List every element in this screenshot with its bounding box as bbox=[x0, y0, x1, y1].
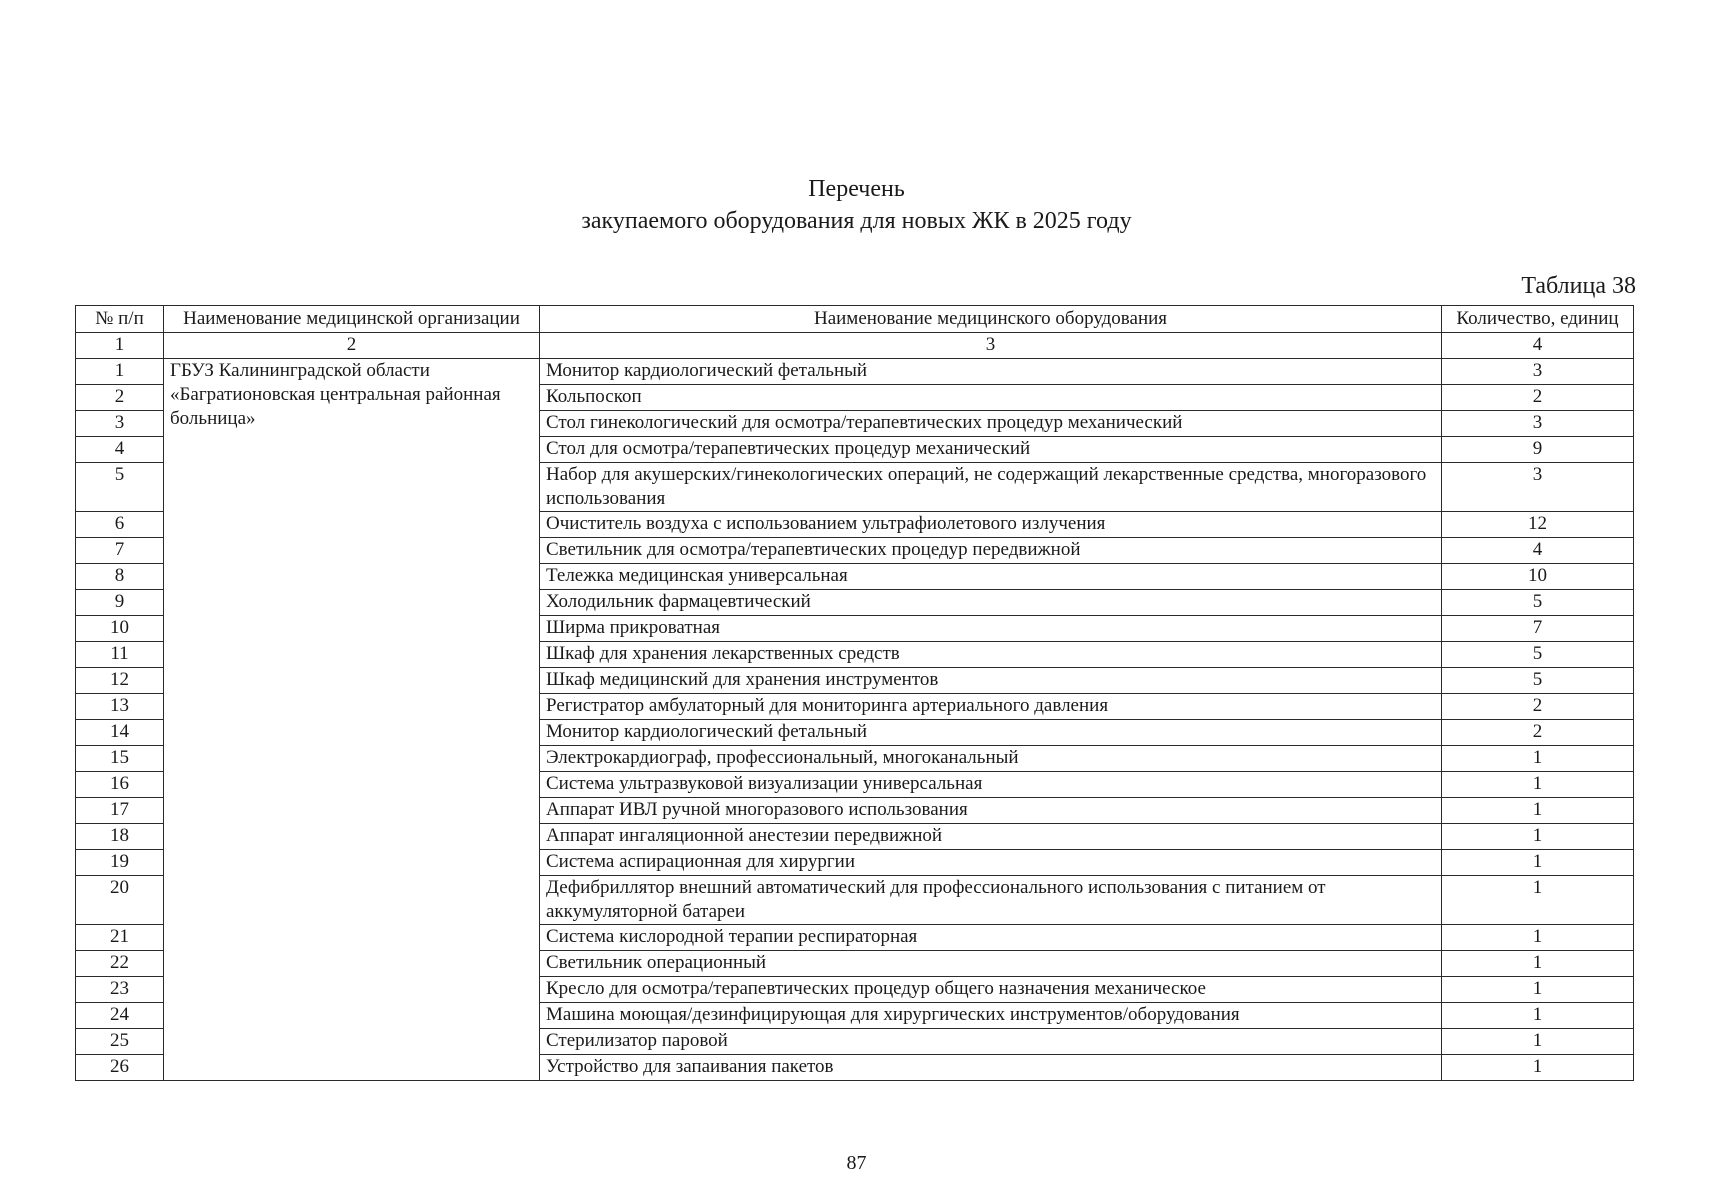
equipment-quantity: 1 bbox=[1442, 1029, 1634, 1055]
row-number: 15 bbox=[76, 746, 164, 772]
column-number-row bbox=[76, 333, 1634, 359]
table-caption: Таблица 38 bbox=[1521, 273, 1636, 299]
row-number: 24 bbox=[76, 1003, 164, 1029]
equipment-quantity: 1 bbox=[1442, 876, 1634, 925]
equipment-name: Шкаф для хранения лекарственных средств bbox=[540, 642, 1442, 668]
row-number: 12 bbox=[76, 668, 164, 694]
equipment-name: Устройство для запаивания пакетов bbox=[540, 1055, 1442, 1081]
row-number: 19 bbox=[76, 850, 164, 876]
row-number: 13 bbox=[76, 694, 164, 720]
equipment-quantity: 1 bbox=[1442, 798, 1634, 824]
equipment-name: Очиститель воздуха с использованием ультрафиолетового излучения bbox=[540, 512, 1442, 538]
header-row bbox=[76, 306, 1634, 333]
column-number: 1 bbox=[76, 333, 164, 359]
table-body bbox=[76, 333, 1634, 1081]
equipment-name: Электрокардиограф, профессиональный, многоканальный bbox=[540, 746, 1442, 772]
row-number: 6 bbox=[76, 512, 164, 538]
row-number: 7 bbox=[76, 538, 164, 564]
page-number: 87 bbox=[846, 1152, 867, 1174]
equipment-name: Набор для акушерских/гинекологических операций, не содержащий лекарственные средства, многоразового использования bbox=[540, 463, 1442, 512]
row-number: 20 bbox=[76, 876, 164, 925]
equipment-name: Ширма прикроватная bbox=[540, 616, 1442, 642]
equipment-name: Шкаф медицинский для хранения инструментов bbox=[540, 668, 1442, 694]
equipment-name: Регистратор амбулаторный для мониторинга артериального давления bbox=[540, 694, 1442, 720]
row-number: 3 bbox=[76, 411, 164, 437]
title-line-1: Перечень bbox=[808, 176, 905, 202]
equipment-quantity: 4 bbox=[1442, 538, 1634, 564]
equipment-quantity: 1 bbox=[1442, 1003, 1634, 1029]
equipment-name: Кольпоскоп bbox=[540, 385, 1442, 411]
equipment-quantity: 5 bbox=[1442, 590, 1634, 616]
row-number: 11 bbox=[76, 642, 164, 668]
row-number: 18 bbox=[76, 824, 164, 850]
equipment-name: Машина моющая/дезинфицирующая для хирургических инструментов/оборудования bbox=[540, 1003, 1442, 1029]
equipment-quantity: 1 bbox=[1442, 925, 1634, 951]
equipment-quantity: 2 bbox=[1442, 720, 1634, 746]
equipment-name: Кресло для осмотра/терапевтических процедур общего назначения механическое bbox=[540, 977, 1442, 1003]
equipment-name: Светильник операционный bbox=[540, 951, 1442, 977]
equipment-name: Монитор кардиологический фетальный bbox=[540, 359, 1442, 385]
equipment-quantity: 1 bbox=[1442, 824, 1634, 850]
equipment-quantity: 3 bbox=[1442, 359, 1634, 385]
row-number: 4 bbox=[76, 437, 164, 463]
row-number: 16 bbox=[76, 772, 164, 798]
equipment-quantity: 1 bbox=[1442, 850, 1634, 876]
equipment-quantity: 5 bbox=[1442, 668, 1634, 694]
equipment-name: Аппарат ИВЛ ручной многоразового использования bbox=[540, 798, 1442, 824]
equipment-name: Система аспирационная для хирургии bbox=[540, 850, 1442, 876]
equipment-quantity: 3 bbox=[1442, 463, 1634, 512]
equipment-name: Стерилизатор паровой bbox=[540, 1029, 1442, 1055]
equipment-name: Система кислородной терапии респираторная bbox=[540, 925, 1442, 951]
equipment-name: Стол для осмотра/терапевтических процедур механический bbox=[540, 437, 1442, 463]
equipment-name: Аппарат ингаляционной анестезии передвижной bbox=[540, 824, 1442, 850]
row-number: 2 bbox=[76, 385, 164, 411]
row-number: 10 bbox=[76, 616, 164, 642]
row-number: 23 bbox=[76, 977, 164, 1003]
row-number: 21 bbox=[76, 925, 164, 951]
header-org: Наименование медицинской организации bbox=[164, 306, 540, 333]
equipment-name: Тележка медицинская универсальная bbox=[540, 564, 1442, 590]
equipment-quantity: 2 bbox=[1442, 694, 1634, 720]
equipment-name: Дефибриллятор внешний автоматический для профессионального использования с питанием от аккумуляторной батареи bbox=[540, 876, 1442, 925]
document-title bbox=[0, 173, 1713, 237]
equipment-name: Монитор кардиологический фетальный bbox=[540, 720, 1442, 746]
row-number: 25 bbox=[76, 1029, 164, 1055]
title-line-2: закупаемого оборудования для новых ЖК в 2025 году bbox=[581, 208, 1132, 234]
row-number: 14 bbox=[76, 720, 164, 746]
row-number: 5 bbox=[76, 463, 164, 512]
column-number: 3 bbox=[540, 333, 1442, 359]
row-number: 8 bbox=[76, 564, 164, 590]
row-number: 1 bbox=[76, 359, 164, 385]
equipment-quantity: 2 bbox=[1442, 385, 1634, 411]
equipment-quantity: 9 bbox=[1442, 437, 1634, 463]
column-number: 2 bbox=[164, 333, 540, 359]
row-number: 17 bbox=[76, 798, 164, 824]
row-number: 26 bbox=[76, 1055, 164, 1081]
equipment-name: Светильник для осмотра/терапевтических процедур передвижной bbox=[540, 538, 1442, 564]
equipment-name: Стол гинекологический для осмотра/терапевтических процедур механический bbox=[540, 411, 1442, 437]
equipment-name: Система ультразвуковой визуализации универсальная bbox=[540, 772, 1442, 798]
column-number: 4 bbox=[1442, 333, 1634, 359]
equipment-quantity: 1 bbox=[1442, 977, 1634, 1003]
header-equipment: Наименование медицинского оборудования bbox=[540, 306, 1442, 333]
equipment-quantity: 1 bbox=[1442, 1055, 1634, 1081]
row-number: 22 bbox=[76, 951, 164, 977]
row-number: 9 bbox=[76, 590, 164, 616]
equipment-quantity: 12 bbox=[1442, 512, 1634, 538]
equipment-quantity: 3 bbox=[1442, 411, 1634, 437]
equipment-quantity: 1 bbox=[1442, 746, 1634, 772]
header-num: № п/п bbox=[76, 306, 164, 333]
equipment-quantity: 10 bbox=[1442, 564, 1634, 590]
equipment-quantity: 1 bbox=[1442, 772, 1634, 798]
header-qty: Количество, единиц bbox=[1442, 306, 1634, 333]
organization-cell: ГБУЗ Калининградской области «Багратионовская центральная районная больница» bbox=[164, 359, 540, 1081]
equipment-quantity: 1 bbox=[1442, 951, 1634, 977]
equipment-name: Холодильник фармацевтический bbox=[540, 590, 1442, 616]
equipment-quantity: 5 bbox=[1442, 642, 1634, 668]
equipment-table bbox=[75, 305, 1634, 1081]
equipment-quantity: 7 bbox=[1442, 616, 1634, 642]
table-row bbox=[76, 359, 1634, 385]
